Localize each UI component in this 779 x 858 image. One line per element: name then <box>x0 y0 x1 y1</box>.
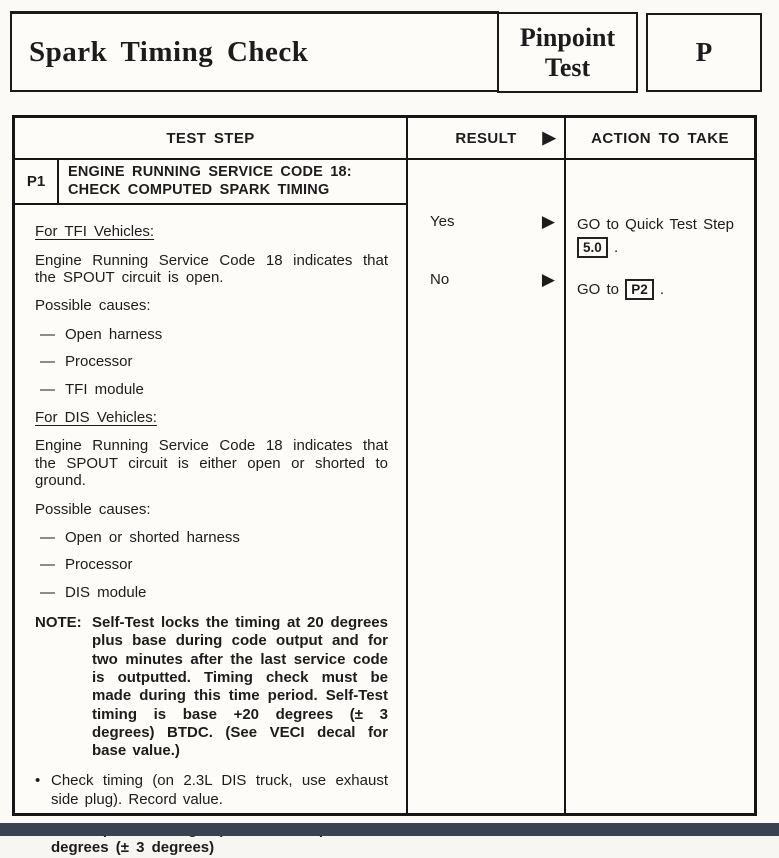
tfi-causes-label: Possible causes: <box>35 297 151 315</box>
dash-icon: — <box>40 380 55 398</box>
dash-icon: — <box>40 353 55 371</box>
test-step-column-header: TEST STEP <box>15 118 406 160</box>
dash-icon: — <box>40 583 55 601</box>
cause-item <box>40 556 388 573</box>
test-letter: P <box>695 37 713 67</box>
bullet-check-timing-text: Check timing (on 2.3L DIS truck, use exhaust side plug). Record value. <box>51 772 388 808</box>
pinpoint-test-label-line1: Pinpoint <box>519 23 616 53</box>
test-letter-box <box>646 13 762 92</box>
action-yes <box>566 214 754 259</box>
result-column <box>408 118 566 813</box>
cause-item <box>40 353 388 370</box>
action-no-ref-box: P2 <box>625 279 654 301</box>
note-label: NOTE: <box>35 614 82 632</box>
pinpoint-test-label-line2: Test <box>544 52 591 82</box>
result-arrow-icon: ▶ <box>541 212 555 231</box>
action-yes-suffix: . <box>613 238 619 256</box>
cause-text: Processor <box>65 556 133 574</box>
page-title: Spark Timing Check <box>29 35 309 68</box>
result-label-no: No <box>430 271 450 288</box>
cause-item <box>40 584 388 601</box>
step-header-row <box>15 160 406 205</box>
result-arrow-icon: ▶ <box>541 270 555 289</box>
page-footer-bar <box>0 823 779 836</box>
dis-description: Engine Running Service Code 18 indicates that the SPOUT circuit is either open or shorted to ground. <box>35 437 388 490</box>
test-step-column <box>15 118 408 857</box>
action-no-text: GO to <box>577 280 620 298</box>
bullet-question-text: degrees (± 3 degrees) <box>51 839 215 857</box>
bullet-icon: • <box>35 772 41 790</box>
step-title <box>59 160 360 203</box>
step-content <box>15 205 406 857</box>
cause-text: Open or shorted harness <box>65 528 240 546</box>
bullet-check-timing <box>35 772 388 809</box>
note-block <box>35 614 388 760</box>
action-yes-ref-box: 5.0 <box>577 237 608 259</box>
dash-icon: — <box>40 325 55 343</box>
tfi-heading: For TFI Vehicles: <box>35 223 155 241</box>
step-title-line1: ENGINE RUNNING SERVICE CODE 18: <box>68 164 352 180</box>
cause-text: DIS module <box>65 583 147 601</box>
result-label-yes: Yes <box>430 213 455 230</box>
pinpoint-test-box <box>497 12 638 93</box>
page-title-box <box>10 11 499 92</box>
diagnostic-table <box>12 115 757 857</box>
cause-text: Open harness <box>65 325 163 343</box>
step-title-line2: CHECK COMPUTED SPARK TIMING <box>68 182 330 199</box>
cause-item <box>40 326 388 343</box>
result-row-no <box>408 271 564 288</box>
step-id-badge: P1 <box>15 160 59 203</box>
note-text: Self-Test locks the timing at 20 degrees plus base during code output and for two minutes after the last service code is outputted. Timing check must be made during this time period. Self-Test timing is base +20 degrees (± 3 degrees) BTDC. (See VECI decal for base value.) <box>92 614 388 760</box>
dash-icon: — <box>40 556 55 574</box>
cause-text: TFI module <box>65 380 144 398</box>
dis-heading: For DIS Vehicles: <box>35 408 157 426</box>
action-no <box>566 278 754 301</box>
result-row-yes <box>408 213 564 230</box>
result-column-header: RESULT ▶ <box>408 118 564 160</box>
cause-text: Processor <box>65 353 133 371</box>
action-column <box>566 118 754 813</box>
dis-causes-label: Possible causes: <box>35 500 151 518</box>
action-no-suffix: . <box>659 280 665 298</box>
tfi-description: Engine Running Service Code 18 indicates that the SPOUT circuit is open. <box>35 251 388 287</box>
action-column-header: ACTION TO TAKE <box>566 118 754 160</box>
result-header-arrow-icon: ▶ <box>542 127 556 147</box>
dash-icon: — <box>40 528 55 546</box>
cause-item <box>40 381 388 398</box>
action-yes-text: GO to Quick Test Step <box>577 216 734 233</box>
cause-item <box>40 529 388 546</box>
